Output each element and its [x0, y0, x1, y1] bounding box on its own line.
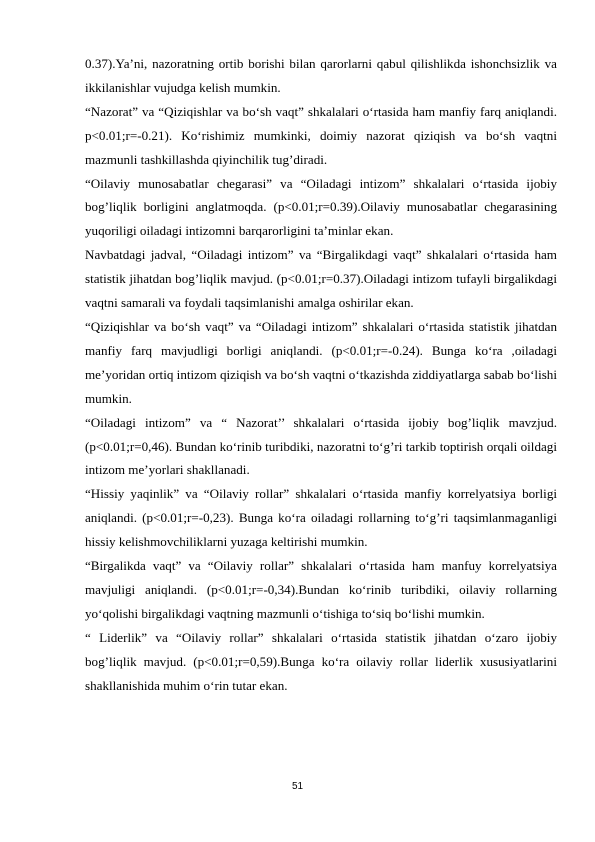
- paragraph-9: “ Liderlik” va “Oilaviy rollar” shkalalari o‘rtasida statistik jihatdan o‘zaro ijobiy bog’liqlik mavjud. (p<0.01;r=0,59).Bunga ko‘ra oilaviy rollar liderlik xususiyatlarini shakllanishida muhim o‘rin tutar ekan.: [85, 629, 557, 693]
- paragraph-8: “Birgalikda vaqt” va “Oilaviy rollar” shkalalari o‘rtasida ham manfuy korrelyatsiya mavjuligi aniqlandi. (p<0.01;r=-0,34).Bundan ko‘rinib turibdiki, oilaviy rollarning yo‘qolishi birgalikdagi vaqtning mazmunli o‘tishiga to‘siq bo‘lishi mumkin.: [85, 558, 557, 621]
- paragraph-7: “Hissiy yaqinlik” va “Oilaviy rollar” shkalalari o‘rtasida manfiy korrelyatsiya borligi aniqlandi. (p<0.01;r=-0,23). Bunga ko‘ra oiladagi rollarning to‘g’ri taqsimlanmaganligi hissiy kelishmovchiliklarni yuzaga keltirishi mumkin.: [85, 486, 557, 550]
- paragraph-2: “Nazorat” va “Qiziqishlar va bo‘sh vaqt” shkalalari o‘rtasida ham manfiy farq aniqlandi. p<0.01;r=-0.21). Ko‘rishimiz mumkinki, doimiy nazorat qiziqish va bo‘sh vaqtni mazmunli tashkillashda qiyinchilik tug’diradi.: [85, 103, 557, 167]
- paragraph-6: “Oiladagi intizom” va “ Nazorat’’ shkalalari o‘rtasida ijobiy bog’liqlik mavzjud.(p<0.01;r=0,46). Bundan ko‘rinib turibdiki, nazoratni to‘g’ri tarkib toptirish orqali oildagi intizom me’yorlari shakllanadi.: [85, 414, 557, 478]
- paragraph-3: “Oilaviy munosabatlar chegarasi” va “Oiladagi intizom” shkalalari o‘rtasida ijobiy bog’liqlik borligini anglatmoqda. (p<0.01;r=0.39).Oilaviy munosabatlar chegarasining yuqoriligi oiladagi intizomni barqarorligini ta’minlar ekan.: [85, 175, 557, 239]
- paragraph-1: 0.37).Ya’ni, nazoratning ortib borishi bilan qarorlarni qabul qilishlikda ishonchsizlik va ikkilanishlar vujudga kelish mumkin.: [85, 56, 557, 95]
- page-number: 51: [291, 781, 304, 792]
- document-body: [85, 52, 557, 697]
- paragraph-5: “Qiziqishlar va bo‘sh vaqt” va “Oiladagi intizom” shkalalari o‘rtasida statistik jihatdan manfiy farq mavjudligi borligi aniqlandi. (p<0.01;r=-0.24). Bunga ko‘ra ,oiladagi me’yoridan ortiq intizom qiziqish va bo‘sh vaqtni o‘tkazishda ziddiyatlarga sabab bo‘lishi mumkin.: [85, 318, 557, 406]
- paragraph-4: Navbatdagi jadval, “Oiladagi intizom” va “Birgalikdagi vaqt” shkalalari o‘rtasida ham statistik jihatdan bog’liqlik mavjud. (p<0.01;r=0.37).Oiladagi intizom tufayli birgalikdagi vaqtni samarali va foydali taqsimlanishi amalga oshirilar ekan.: [85, 247, 557, 311]
